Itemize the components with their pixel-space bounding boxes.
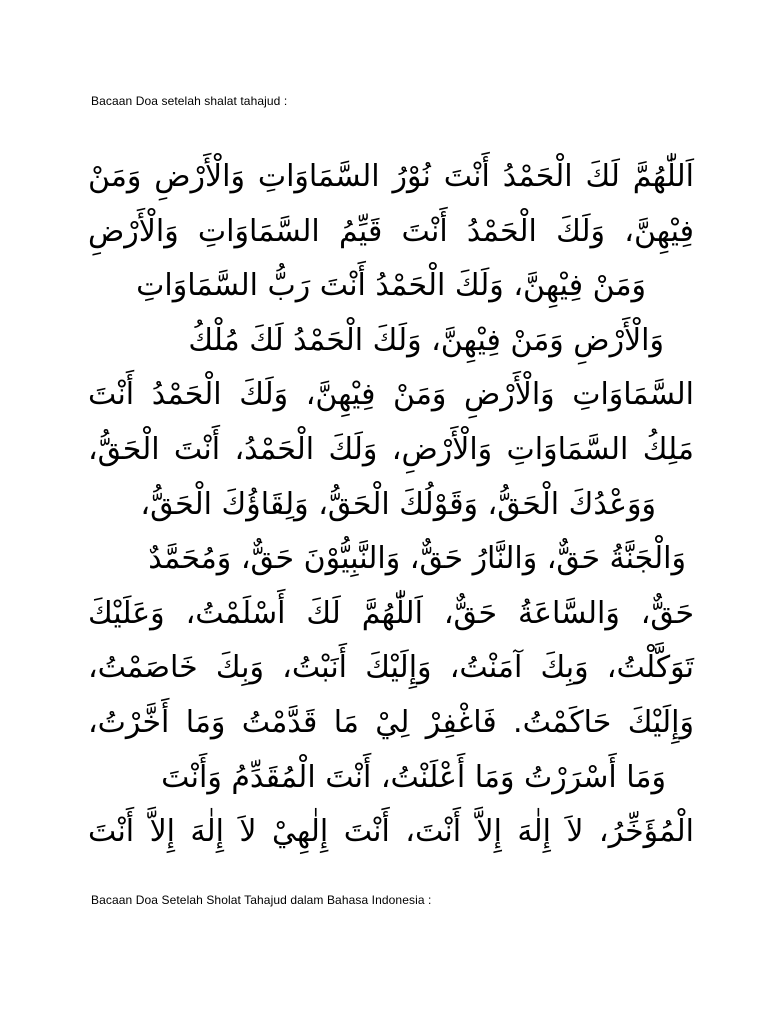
arabic-line-6: مَلِكُ السَّمَاوَاتِ وَالْأَرْضِ، وَلَكَ الْحَمْدُ، أَنْتَ الْحَقُّ، bbox=[88, 431, 694, 467]
arabic-line-9: حَقٌّ، وَالسَّاعَةُ حَقٌّ، اَللّٰهُمَّ لَكَ أَسْلَمْتُ، وَعَلَيْكَ bbox=[88, 595, 694, 631]
arabic-line-10: تَوَكَّلْتُ، وَبِكَ آمَنْتُ، وَإِلَيْكَ أَنَبْتُ، وَبِكَ خَاصَمْتُ، bbox=[88, 650, 694, 686]
arabic-line-5: السَّمَاوَاتِ وَالْأَرْضِ وَمَنْ فِيْهِنَّ، وَلَكَ الْحَمْدُ أَنْتَ bbox=[88, 377, 694, 413]
arabic-line-2: فِيْهِنَّ، وَلَكَ الْحَمْدُ أَنْتَ قَيِّمُ السَّمَاوَاتِ وَالْأَرْضِ bbox=[88, 213, 694, 249]
arabic-line-1: اَللّٰهُمَّ لَكَ الْحَمْدُ أَنْتَ نُوْرُ السَّمَاوَاتِ وَالْأَرْضِ وَمَنْ bbox=[88, 159, 694, 194]
arabic-line-4: وَالْأَرْضِ وَمَنْ فِيْهِنَّ، وَلَكَ الْحَمْدُ لَكَ مُلْكُ bbox=[188, 322, 664, 358]
arabic-line-11: وَإِلَيْكَ حَاكَمْتُ. فَاغْفِرْ لِيْ مَا قَدَّمْتُ وَمَا أَخَّرْتُ، bbox=[88, 704, 694, 740]
arabic-prayer-text bbox=[88, 150, 694, 860]
arabic-line-8: وَالْجَنَّةُ حَقٌّ، وَالنَّارُ حَقٌّ، وَالنَّبِيُّوْنَ حَقٌّ، وَمُحَمَّدٌ bbox=[148, 541, 686, 577]
arabic-line-3: وَمَنْ فِيْهِنَّ، وَلَكَ الْحَمْدُ أَنْتَ رَبُّ السَّمَاوَاتِ bbox=[136, 268, 646, 304]
heading-indonesian-translation: Bacaan Doa Setelah Sholat Tahajud dalam Bahasa Indonesia : bbox=[91, 893, 432, 907]
arabic-line-12: وَمَا أَسْرَرْتُ وَمَا أَعْلَنْتُ، أَنْتَ الْمُقَدِّمُ وَأَنْتَ bbox=[161, 759, 666, 795]
heading-arabic-prayer: Bacaan Doa setelah shalat tahajud : bbox=[91, 94, 288, 108]
arabic-line-7: وَوَعْدُكَ الْحَقُّ، وَقَوْلُكَ الْحَقُّ، وَلِقَاؤُكَ الْحَقُّ، bbox=[140, 486, 656, 522]
arabic-line-13: الْمُؤَخِّرُ، لاَ إِلٰهَ إِلاَّ أَنْتَ، أَنْتَ إِلٰهِيْ لاَ إِلٰهَ إِلاَّ أَنْتَ bbox=[88, 814, 694, 850]
